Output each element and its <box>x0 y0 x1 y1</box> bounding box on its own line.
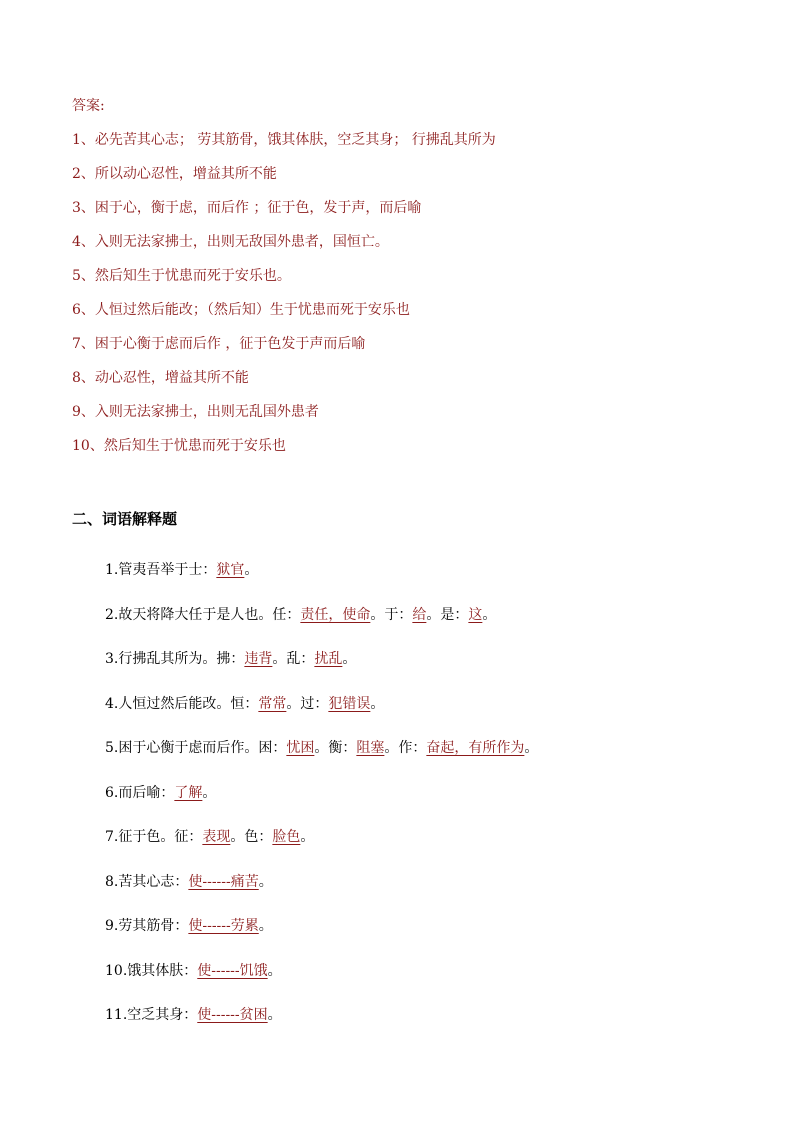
vocab-answer: 犯错误 <box>328 695 371 712</box>
vocab-text: 。是： <box>426 606 469 623</box>
vocab-text: 。 <box>482 606 497 623</box>
vocab-answer: 使------痛苦 <box>188 873 259 890</box>
vocab-list <box>105 560 765 1050</box>
vocab-item <box>105 1005 765 1025</box>
vocab-text: 。于： <box>370 606 413 623</box>
vocab-answer: 奋起，有所作为 <box>426 740 525 756</box>
vocab-text: 。作： <box>384 740 427 756</box>
answer-line: 6、人恒过然后能改；（然后知）生于忧患而死于安乐也 <box>72 302 410 318</box>
vocab-question: 11.空乏其身： <box>105 1007 198 1023</box>
vocab-item <box>105 783 765 803</box>
vocab-question: 8.苦其心志： <box>105 873 189 890</box>
vocab-answer: 使------贫困 <box>197 1007 268 1023</box>
vocab-text: 。 <box>342 651 357 667</box>
vocab-item <box>105 738 765 758</box>
vocab-answer: 阻塞 <box>356 740 385 756</box>
vocab-question: 7.征于色。征： <box>105 829 203 845</box>
vocab-text: 。 <box>300 829 315 845</box>
vocab-item <box>105 649 765 669</box>
vocab-text: 。 <box>244 562 259 578</box>
vocab-question: 3.行拂乱其所为。拂： <box>105 651 245 667</box>
vocab-text: 。色： <box>230 829 273 845</box>
vocab-answer: 给 <box>412 606 427 623</box>
vocab-question: 6.而后喻： <box>105 784 175 801</box>
answer-block <box>72 96 752 470</box>
vocab-text: 。 <box>202 784 217 801</box>
vocab-question: 4.人恒过然后能改。恒： <box>105 695 259 712</box>
answer-line: 10、然后知生于忧患而死于安乐也 <box>72 438 286 454</box>
vocab-item <box>105 827 765 847</box>
vocab-text: 。 <box>267 1007 282 1023</box>
vocab-answer: 这 <box>468 606 483 623</box>
vocab-question: 1.管夷吾举于士： <box>105 562 217 578</box>
vocab-item <box>105 961 765 981</box>
vocab-question: 10.饿其体肤： <box>105 962 198 979</box>
vocab-answer: 狱官 <box>216 562 245 578</box>
vocab-question: 2.故天将降大任于是人也。任： <box>105 606 301 623</box>
vocab-text: 。衡： <box>314 740 357 756</box>
vocab-answer: 责任，使命 <box>300 606 371 623</box>
answer-line: 9、入则无法家拂士，出则无乱国外患者 <box>72 404 319 420</box>
vocab-text: 。 <box>370 695 385 712</box>
vocab-answer: 常常 <box>258 695 287 712</box>
answer-line: 3、困于心，衡于虑，而后作 ；征于色，发于声，而后喻 <box>72 200 422 216</box>
vocab-text: 。 <box>267 962 282 979</box>
vocab-answer: 使------饥饿 <box>197 962 268 979</box>
vocab-text: 。过： <box>286 695 329 712</box>
vocab-answer: 表现 <box>202 829 231 845</box>
vocab-answer: 了解 <box>174 784 203 801</box>
section-title: 二、词语解释题 <box>72 510 178 528</box>
vocab-answer: 忧困 <box>286 740 315 756</box>
vocab-answer: 违背 <box>244 651 273 667</box>
vocab-item <box>105 694 765 714</box>
answer-line: 4、入则无法家拂士，出则无敌国外患者，国恒亡。 <box>72 234 389 250</box>
vocab-text: 。 <box>258 918 273 934</box>
vocab-answer: 使------劳累 <box>188 918 259 934</box>
vocab-text: 。 <box>258 873 273 890</box>
answer-line: 5、然后知生于忧患而死于安乐也。 <box>72 268 291 284</box>
vocab-item <box>105 605 765 625</box>
vocab-answer: 脸色 <box>272 829 301 845</box>
vocab-item <box>105 560 765 580</box>
vocab-item <box>105 872 765 892</box>
vocab-text: 。 <box>524 740 539 756</box>
answer-heading: 答案: <box>72 98 105 114</box>
vocab-question: 5.困于心衡于虑而后作。困： <box>105 740 287 756</box>
vocab-text: 。乱： <box>272 651 315 667</box>
vocab-item <box>105 916 765 936</box>
vocab-answer: 扰乱 <box>314 651 343 667</box>
answer-line: 7、困于心衡于虑而后作 ，征于色发于声而后喻 <box>72 336 366 352</box>
answer-line: 8、动心忍性，增益其所不能 <box>72 370 249 386</box>
answer-line: 2、所以动心忍性，增益其所不能 <box>72 166 277 182</box>
vocab-question: 9.劳其筋骨： <box>105 918 189 934</box>
answer-line: 1、必先苦其心志； 劳其筋骨，饿其体肤，空乏其身； 行拂乱其所为 <box>72 132 496 148</box>
